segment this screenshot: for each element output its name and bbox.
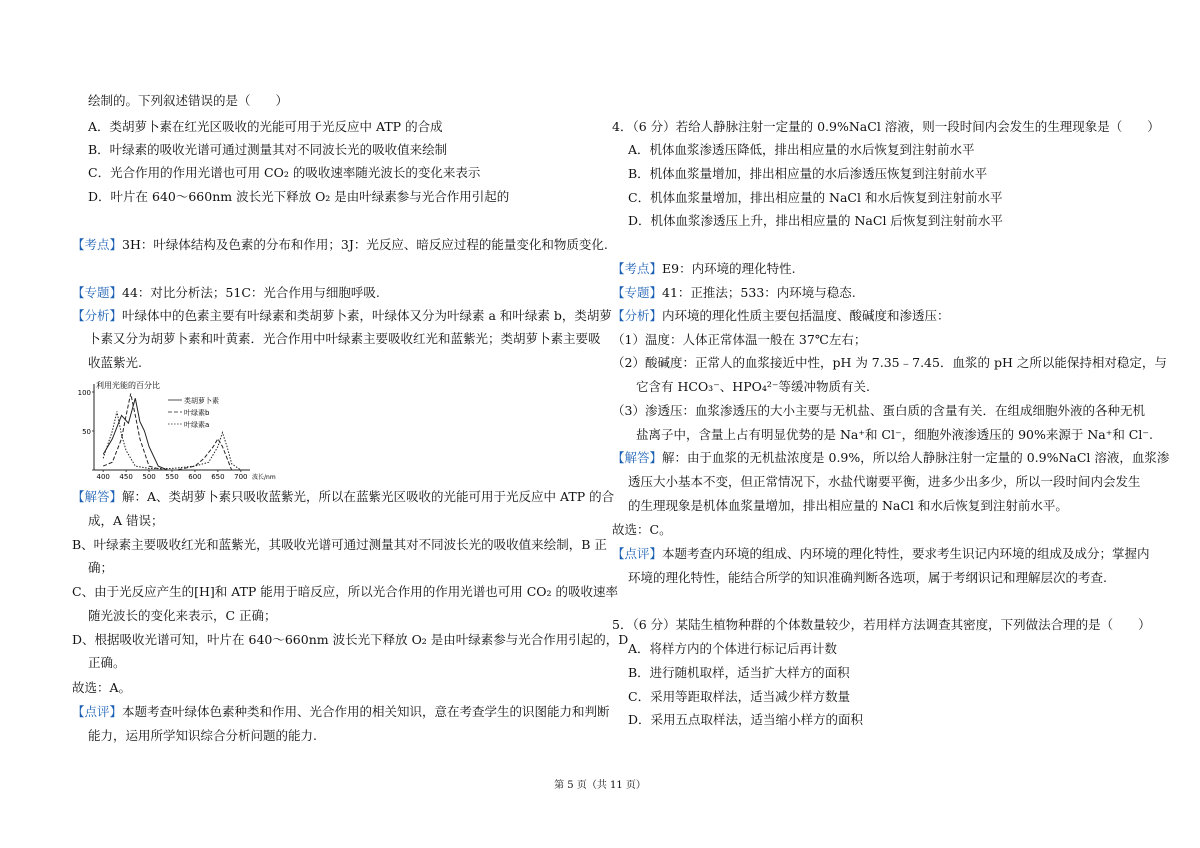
question-stem: 绘制的。下列叙述错误的是（ ） (88, 93, 289, 108)
question-4: 4．（6 分）若给人静脉注射一定量的 0.9%NaCl 溶液，则一段时间内会发生的生理现象是（ ） (612, 119, 1160, 134)
fenxi-ph: （2）酸碱度：正常人的血浆接近中性，pH 为 7.35﹣7.45．血浆的 pH 之所以能保持相对稳定，与 (612, 355, 1167, 370)
x-tick-label: 400 (96, 473, 110, 481)
fenxi-ph-cont: 它含有 HCO₃⁻、HPO₄²⁻等缓冲物质有关. (636, 379, 870, 394)
q5-option-c: C．采用等距取样法，适当减少样方数量 (628, 689, 851, 704)
jieda-line: D、根据吸收光谱可知，叶片在 640～660nm 波长光下释放 O₂ 是由叶绿素参与光合作用引起的，D (72, 632, 629, 647)
jieda-tag: 【解答】 (72, 489, 123, 504)
zhuanti-text: 41：正推法；533：内环境与稳态. (662, 285, 856, 300)
chart-legend (168, 396, 219, 429)
q4-dianping (612, 546, 1150, 562)
fenxi (72, 308, 612, 324)
zhuanti-tag: 【专题】 (72, 285, 123, 300)
option-b: B．叶绿素的吸收光谱可通过测量其对不同波长光的吸收值来绘制 (88, 142, 448, 157)
kaodian-tag: 【考点】 (612, 261, 663, 276)
kaodian-text: 3H：叶绿体结构及色素的分布和作用；3J：光反应、暗反应过程的能量变化和物质变化. (122, 237, 608, 252)
page-footer: 第 5 页（共 11 页） (554, 780, 646, 791)
y-tick-label: 100 (77, 389, 91, 397)
x-tick-label: 600 (188, 473, 202, 481)
kaodian-tag: 【考点】 (72, 237, 123, 252)
zhuanti-tag: 【专题】 (612, 285, 663, 300)
series-line (103, 398, 167, 470)
fenxi-line: 叶绿体中的色素主要有叶绿素和类胡萝卜素，叶绿体又分为叶绿素 a 和叶绿素 b，类胡萝 (122, 308, 612, 323)
fenxi-tag: 【分析】 (612, 308, 663, 323)
q5-option-d: D．采用五点取样法，适当缩小样方的面积 (628, 712, 864, 727)
q4-option-c: C．机体血浆量增加，排出相应量的 NaCl 和水后恢复到注射前水平 (628, 190, 1003, 205)
jieda-tag: 【解答】 (612, 450, 663, 465)
jieda-line: 正确。 (88, 655, 126, 670)
x-axis-label: 波长/nm (252, 474, 276, 481)
dianping-line: 环境的理化特性，能结合所学的知识准确判断各选项，属于考纲识记和理解层次的考查. (628, 570, 1107, 585)
option-c: C．光合作用的作用光谱也可用 CO₂ 的吸收速率随光波长的变化来表示 (88, 165, 481, 180)
jieda-line: 解：由于血浆的无机盐浓度是 0.9%，所以给人静脉注射一定量的 0.9%NaCl 溶液，血浆渗 (662, 450, 1170, 465)
fenxi-text: 内环境的理化性质主要包括温度、酸碱度和渗透压： (662, 308, 950, 323)
absorption-spectrum-chart (72, 378, 282, 482)
legend-label: 类胡萝卜素 (184, 397, 219, 405)
q4-option-d: D．机体血浆渗透压上升，排出相应量的 NaCl 后恢复到注射前水平 (628, 213, 1003, 228)
dianping-tag: 【点评】 (72, 704, 123, 719)
q5-option-b: B．进行随机取样，适当扩大样方的面积 (628, 665, 850, 680)
dianping-line: 本题考查内环境的组成、内环境的理化特性，要求考生识记内环境的组成及成分；掌握内 (662, 546, 1150, 561)
dianping-tag: 【点评】 (612, 546, 663, 561)
series-line (103, 394, 231, 470)
legend-label: 叶绿素a (184, 421, 210, 429)
q4-option-a: A．机体血浆渗透压降低，排出相应量的水后恢复到注射前水平 (628, 142, 975, 157)
zhuanti (72, 285, 380, 301)
chart-title: 利用光能的百分比 (96, 381, 160, 390)
legend-label: 叶绿素b (184, 409, 210, 417)
x-tick-label: 500 (142, 473, 156, 481)
answer-choice: 故选：C。 (612, 522, 672, 537)
jieda-line: 解：A、类胡萝卜素只吸收蓝紫光，所以在蓝紫光区吸收的光能可用于光反应中 ATP 的合 (122, 489, 615, 504)
fenxi-tag: 【分析】 (72, 308, 123, 323)
dianping-line: 本题考查叶绿体色素种类和作用、光合作用的相关知识，意在考查学生的识图能力和判断 (122, 704, 610, 719)
jieda-line: B、叶绿素主要吸收红光和蓝紫光，其吸收光谱可通过测量其对不同波长光的吸收值来绘制，B 正 (72, 537, 607, 552)
q4-zhuanti (612, 285, 856, 301)
q4-option-b: B．机体血浆量增加，排出相应量的水后渗透压恢复到注射前水平 (628, 166, 988, 181)
question-5: 5．（6 分）某陆生植物种群的个体数量较少，若用样方法调查其密度，下列做法合理的是（ ） (612, 617, 1151, 632)
x-tick-label: 550 (165, 473, 179, 481)
chart-axes (78, 384, 276, 481)
zhuanti-text: 44：对比分析法；51C：光合作用与细胞呼吸. (122, 285, 380, 300)
dianping (72, 704, 610, 720)
dianping-line: 能力，运用所学知识综合分析问题的能力. (88, 728, 317, 743)
option-a: A．类胡萝卜素在红光区吸收的光能可用于光反应中 ATP 的合成 (88, 119, 443, 134)
fenxi-line: 卜素又分为胡萝卜素和叶黄素．光合作用中叶绿素主要吸收红光和蓝紫光；类胡萝卜素主要吸 (88, 331, 601, 346)
jieda-line: 的生理现象是机体血浆量增加，排出相应量的 NaCl 和水后恢复到注射前水平。 (628, 498, 1068, 513)
fenxi-line: 收蓝紫光. (88, 355, 142, 370)
x-tick-label: 650 (211, 473, 225, 481)
jieda-line: 随光波长的变化来表示，C 正确； (88, 608, 277, 623)
x-tick-label: 450 (119, 473, 133, 481)
fenxi-osmotic-cont: 盐离子中，含量上占有明显优势的是 Na⁺和 Cl⁻，细胞外液渗透压的 90%来源于 Na⁺和 Cl⁻. (636, 427, 1153, 442)
jieda-line: 确； (88, 560, 114, 575)
jieda-line: 成，A 错误； (88, 513, 164, 528)
q4-kaodian (612, 261, 796, 277)
jieda-line: 透压大小基本不变，但正常情况下，水盐代谢要平衡，进多少出多少，所以一段时间内会发生 (628, 474, 1141, 489)
fenxi-osmotic: （3）渗透压：血浆渗透压的大小主要与无机盐、蛋白质的含量有关．在组成细胞外液的各种无机 (612, 403, 1145, 418)
q4-fenxi (612, 308, 950, 324)
fenxi-temperature: （1）温度：人体正常体温一般在 37℃左右； (612, 332, 867, 347)
jieda-line: C、由于光反应产生的[H]和 ATP 能用于暗反应，所以光合作用的作用光谱也可用 CO₂ 的吸收速率 (72, 584, 619, 599)
series-line (103, 412, 241, 471)
y-tick-label: 50 (82, 428, 91, 436)
answer-choice: 故选：A。 (72, 680, 132, 695)
q5-option-a: A．将样方内的个体进行标记后再计数 (628, 641, 838, 656)
x-tick-label: 700 (234, 473, 248, 481)
q4-jieda (612, 450, 1169, 466)
option-d: D．叶片在 640～660nm 波长光下释放 O₂ 是由叶绿素参与光合作用引起的 (88, 189, 510, 204)
kaodian-text: E9：内环境的理化特性. (662, 261, 796, 276)
chart-series (103, 394, 241, 470)
jieda (72, 489, 614, 505)
kaodian (72, 237, 608, 253)
